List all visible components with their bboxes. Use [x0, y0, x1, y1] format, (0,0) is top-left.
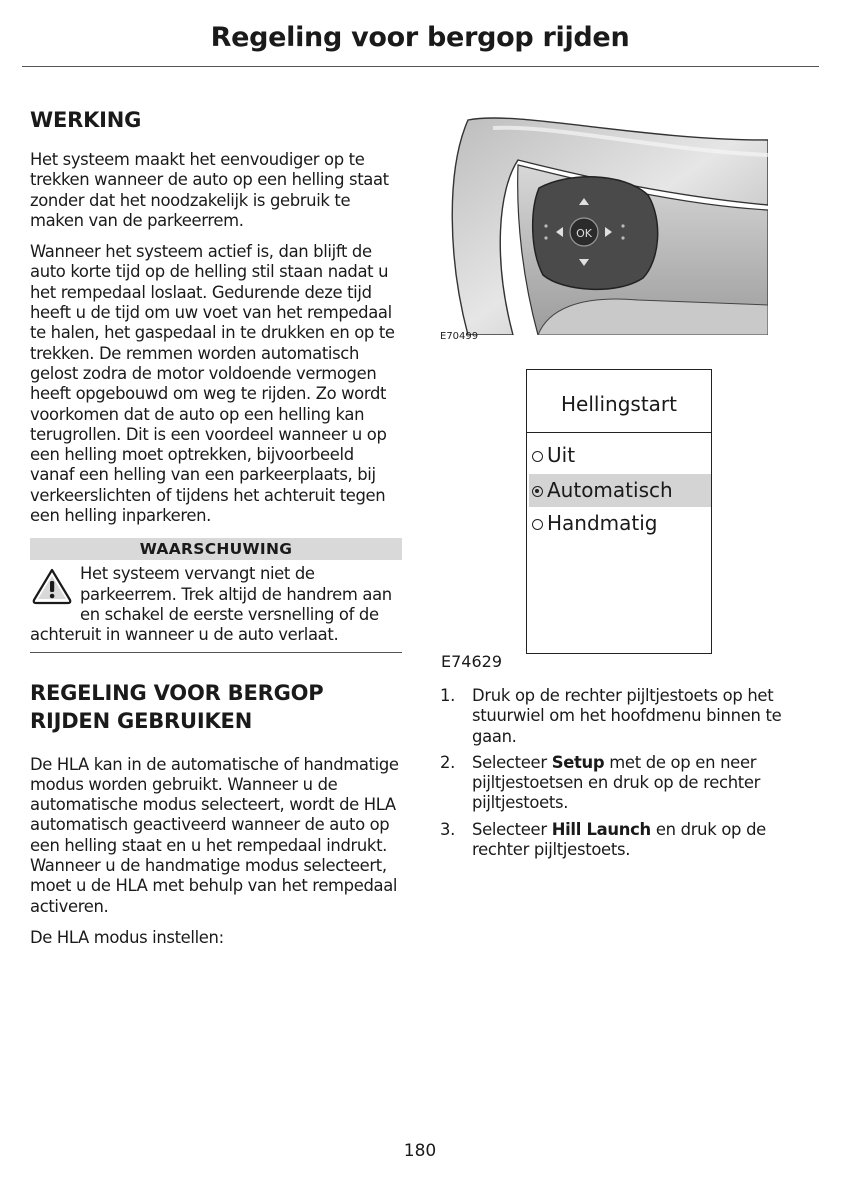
radio-off-icon — [532, 519, 543, 530]
menu-option-uit[interactable]: Uit — [529, 439, 711, 472]
warning-text: Het systeem vervangt niet de parkeerrem. Trek altijd de handrem aan en schakel de eerste versnelling of de achteruit in wanneer u de auto verlaat. — [30, 564, 392, 645]
steering-wheel-figure — [438, 110, 768, 335]
step-item: 2. Selecteer Setup met de op en neer pijltjestoetsen en druk op de rechter pijltjestoets. — [440, 752, 761, 813]
step-item: 1. Druk op de rechter pijltjestoets op het stuurwiel om het hoofdmenu binnen te gaan. — [440, 686, 782, 746]
left-column — [30, 106, 402, 959]
figure-code: E74629 — [441, 652, 503, 671]
display-divider — [527, 432, 711, 433]
display-screen — [526, 369, 712, 654]
title-divider — [22, 66, 819, 67]
section-heading-werking: WERKING — [30, 108, 142, 132]
display-title: Hellingstart — [561, 392, 677, 416]
warning-body — [30, 560, 402, 645]
page-number: 180 — [403, 1141, 437, 1161]
paragraph: De HLA kan in de automatische of handmatige modus worden gebruikt. Wanneer u de automatische modus selecteert, wordt de HLA automatisch geactiveerd wanneer de auto op een helling staat en u het rempedaal indrukt. Wanneer u de handmatige modus selecteert, moet u de HLA met behulp van het rempedaal activeren. — [30, 754, 399, 916]
svg-text:OK: OK — [576, 227, 592, 240]
section-heading-gebruiken: REGELING VOOR BERGOP RIJDEN GEBRUIKEN — [30, 680, 324, 733]
paragraph: De HLA modus instellen: — [30, 927, 224, 947]
figure-code: E70499 — [440, 331, 479, 342]
menu-option-handmatig[interactable]: Handmatig — [529, 507, 711, 540]
menu-option-automatisch[interactable]: Automatisch — [529, 474, 711, 507]
warning-box — [30, 538, 402, 652]
steps-list — [440, 686, 820, 866]
page-title: Regeling voor bergop rijden — [210, 22, 630, 53]
radio-off-icon — [532, 451, 543, 462]
paragraph: Wanneer het systeem actief is, dan blijft de auto korte tijd op de helling stil staan nadat u het rempedaal loslaat. Gedurende deze tijd heeft u de tijd om uw voet van het rempedaal te halen, het gaspedaal in te drukken en op te trekken. De remmen worden automatisch gelost zodra de motor voldoende vermogen heeft opgebouwd om weg te rijden. Zo wordt voorkomen dat de auto op een helling kan terugrollen. Dit is een voordeel wanneer u op een helling moet optrekken, bijvoorbeeld vanaf een helling van een parkeerplaats, bij verkeerslichten of tijdens het achteruit tegen een helling inparkeren. — [30, 242, 395, 526]
warning-divider — [30, 652, 402, 653]
step-item: 3. Selecteer Hill Launch en druk op de rechter pijltjestoets. — [440, 819, 766, 860]
warning-label: WAARSCHUWING — [30, 538, 402, 560]
radio-on-icon — [532, 486, 543, 497]
paragraph: Het systeem maakt het eenvoudiger op te trekken wanneer de auto op een helling staat zonder dat het noodzakelijk is gebruik te maken van de parkeerrem. — [30, 150, 389, 230]
warning-triangle-icon — [30, 566, 74, 606]
